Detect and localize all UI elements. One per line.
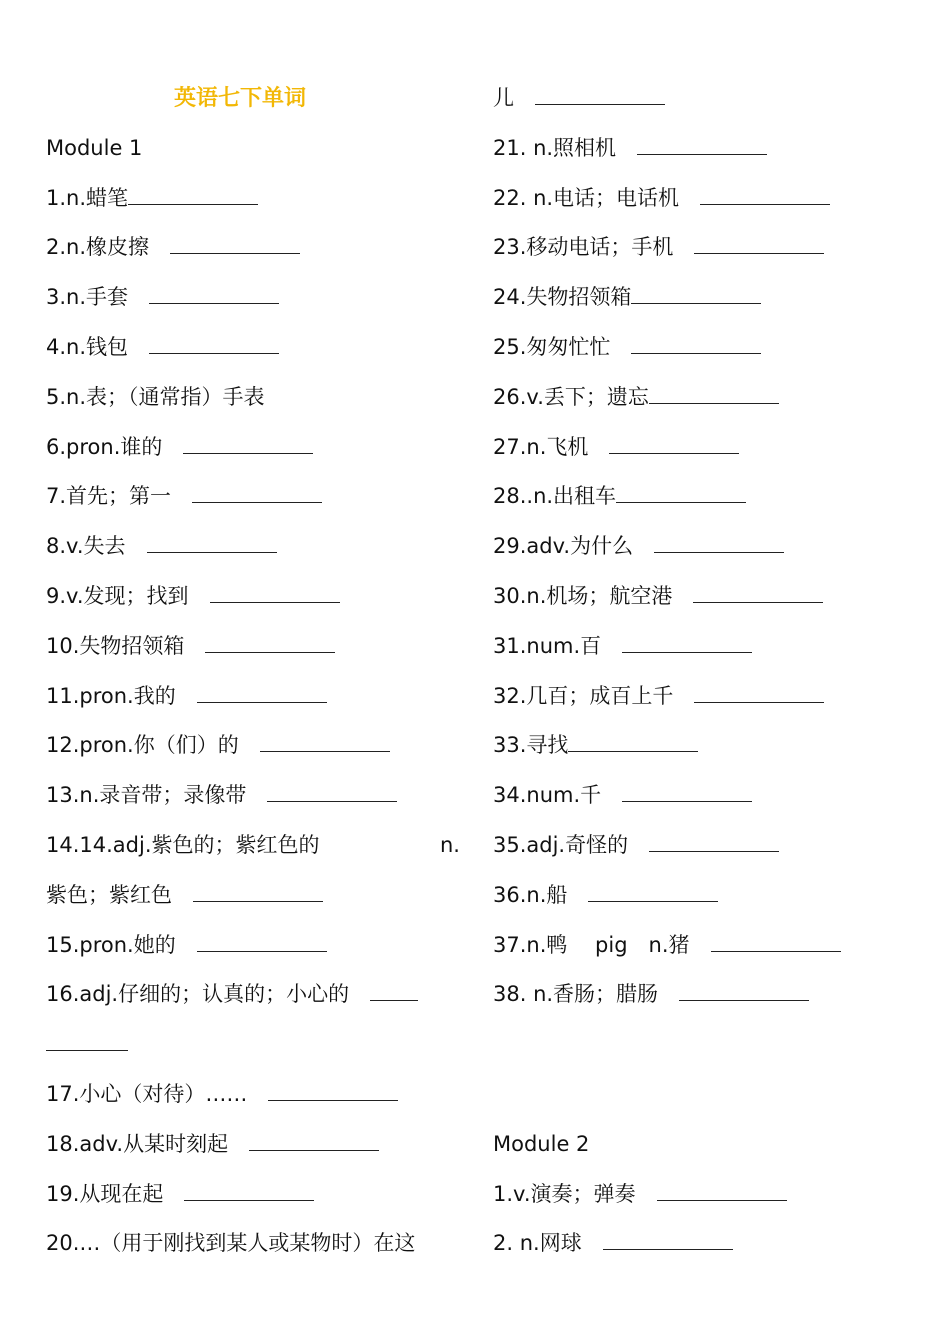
answer-blank-continued bbox=[46, 1020, 460, 1070]
answer-blank[interactable] bbox=[609, 434, 739, 454]
answer-blank[interactable] bbox=[260, 732, 390, 752]
answer-blank[interactable] bbox=[370, 981, 418, 1001]
answer-blank[interactable] bbox=[622, 782, 752, 802]
vocab-item: 1.n.蜡笔 bbox=[46, 174, 460, 224]
vocab-item: 6.pron.谁的 bbox=[46, 423, 460, 473]
vocab-item: 18.adv.从某时刻起 bbox=[46, 1120, 460, 1170]
answer-blank[interactable] bbox=[603, 1230, 733, 1250]
vocab-item-continued: 紫色；紫红色 bbox=[46, 871, 460, 921]
vocab-item: 37.n.鸭 pig n.猪 bbox=[493, 921, 907, 971]
module-heading: Module 1 bbox=[46, 135, 143, 160]
vocab-item: 24.失物招领箱 bbox=[493, 273, 907, 323]
vocab-item: 27.n.飞机 bbox=[493, 423, 907, 473]
vocab-item: 32.几百；成百上千 bbox=[493, 672, 907, 722]
answer-blank[interactable] bbox=[183, 434, 313, 454]
answer-blank[interactable] bbox=[192, 483, 322, 503]
vocab-item: 16.adj.仔细的；认真的；小心的 bbox=[46, 970, 460, 1020]
answer-blank[interactable] bbox=[616, 483, 746, 503]
vocab-item: 3.n.手套 bbox=[46, 273, 460, 323]
answer-blank[interactable] bbox=[694, 683, 824, 703]
vocab-item: 14.14.adj.紫色的；紫红色的 n. bbox=[46, 832, 460, 857]
left-column bbox=[46, 74, 460, 1269]
answer-blank[interactable] bbox=[693, 583, 823, 603]
answer-blank[interactable] bbox=[128, 185, 258, 205]
vocab-item: 4.n.钱包 bbox=[46, 323, 460, 373]
vocab-item: 17.小心（对待）…… bbox=[46, 1070, 460, 1120]
spacer bbox=[493, 1020, 907, 1070]
vocab-item-continued: 儿 bbox=[493, 74, 907, 124]
answer-blank[interactable] bbox=[149, 334, 279, 354]
vocab-item: 25.匆匆忙忙 bbox=[493, 323, 907, 373]
vocab-item: 29.adv.为什么 bbox=[493, 522, 907, 572]
vocab-item: 34.num.千 bbox=[493, 771, 907, 821]
answer-blank[interactable] bbox=[197, 683, 327, 703]
vocab-item: 2. n.网球 bbox=[493, 1219, 907, 1269]
answer-blank[interactable] bbox=[622, 633, 752, 653]
answer-blank[interactable] bbox=[205, 633, 335, 653]
answer-blank[interactable] bbox=[654, 533, 784, 553]
answer-blank[interactable] bbox=[631, 334, 761, 354]
page-title: 英语七下单词 bbox=[174, 86, 307, 111]
vocab-item: 33.寻找 bbox=[493, 721, 907, 771]
answer-blank[interactable] bbox=[631, 284, 761, 304]
vocab-item: 9.v.发现；找到 bbox=[46, 572, 460, 622]
answer-blank[interactable] bbox=[535, 85, 665, 105]
vocab-item: 19.从现在起 bbox=[46, 1170, 460, 1220]
answer-blank[interactable] bbox=[193, 882, 323, 902]
spacer bbox=[493, 1070, 907, 1120]
vocab-item: 15.pron.她的 bbox=[46, 921, 460, 971]
vocab-item: 38. n.香肠；腊肠 bbox=[493, 970, 907, 1020]
answer-blank[interactable] bbox=[184, 1181, 314, 1201]
vocab-item: 7.首先；第一 bbox=[46, 472, 460, 522]
module-heading: Module 2 bbox=[493, 1131, 590, 1156]
vocab-item: 13.n.录音带；录像带 bbox=[46, 771, 460, 821]
vocab-item: 26.v.丢下；遗忘 bbox=[493, 373, 907, 423]
vocab-item: 2.n.橡皮擦 bbox=[46, 223, 460, 273]
vocab-item: 8.v.失去 bbox=[46, 522, 460, 572]
vocab-item: 35.adj.奇怪的 bbox=[493, 821, 907, 871]
vocab-item: 23.移动电话；手机 bbox=[493, 223, 907, 273]
answer-blank[interactable] bbox=[649, 832, 779, 852]
vocab-item: 21. n.照相机 bbox=[493, 124, 907, 174]
vocab-item: 30.n.机场；航空港 bbox=[493, 572, 907, 622]
answer-blank[interactable] bbox=[588, 882, 718, 902]
vocab-item: 12.pron.你（们）的 bbox=[46, 721, 460, 771]
answer-blank[interactable] bbox=[711, 932, 841, 952]
answer-blank[interactable] bbox=[170, 235, 300, 255]
answer-blank[interactable] bbox=[249, 1131, 379, 1151]
vocab-item: 1.v.演奏；弹奏 bbox=[493, 1170, 907, 1220]
vocab-item: 28..n.出租车 bbox=[493, 472, 907, 522]
vocab-item: 5.n.表；（通常指）手表 bbox=[46, 384, 265, 409]
answer-blank[interactable] bbox=[46, 1031, 128, 1051]
answer-blank[interactable] bbox=[679, 981, 809, 1001]
vocab-item: 20.…（用于刚找到某人或某物时）在这 bbox=[46, 1231, 416, 1256]
vocab-item: 31.num.百 bbox=[493, 622, 907, 672]
vocab-item: 36.n.船 bbox=[493, 871, 907, 921]
answer-blank[interactable] bbox=[210, 583, 340, 603]
vocab-item: 11.pron.我的 bbox=[46, 672, 460, 722]
answer-blank[interactable] bbox=[149, 284, 279, 304]
vocab-item: 10.失物招领箱 bbox=[46, 622, 460, 672]
answer-blank[interactable] bbox=[694, 235, 824, 255]
answer-blank[interactable] bbox=[268, 1081, 398, 1101]
answer-blank[interactable] bbox=[197, 932, 327, 952]
answer-blank[interactable] bbox=[657, 1181, 787, 1201]
answer-blank[interactable] bbox=[649, 384, 779, 404]
answer-blank[interactable] bbox=[637, 135, 767, 155]
answer-blank[interactable] bbox=[700, 185, 830, 205]
right-column bbox=[493, 74, 907, 1269]
vocab-item: 22. n.电话；电话机 bbox=[493, 174, 907, 224]
answer-blank[interactable] bbox=[568, 732, 698, 752]
answer-blank[interactable] bbox=[267, 782, 397, 802]
answer-blank[interactable] bbox=[147, 533, 277, 553]
